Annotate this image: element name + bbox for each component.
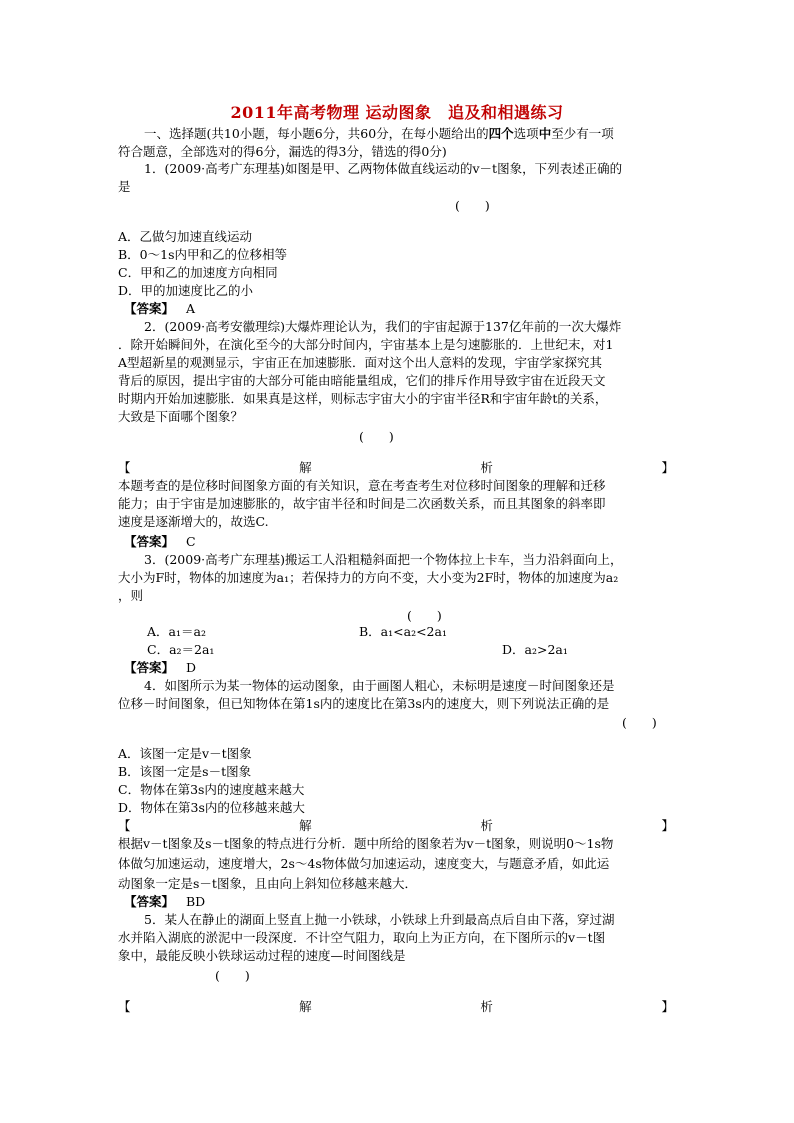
q2-analysis-line3: 速度是逐渐增大的，故选C. <box>118 514 269 529</box>
q1-stem-line2: 是 <box>118 179 131 194</box>
q5-stem-line1: 5．某人在静止的湖面上竖直上抛一小铁球，小铁球上升到最高点后自由下落，穿过湖 <box>144 912 615 927</box>
q3-option-a: A．a₁＝a₂ <box>147 624 206 639</box>
q4-option-d: D．物体在第3s内的位移越来越大 <box>118 800 305 815</box>
q2-stem-line4: 背后的原因，提出宇宙的大部分可能由暗能量组成，它们的排斥作用导致宇宙在近段天文 <box>118 373 606 388</box>
q5-stem-line2: 水并陷入湖底的淤泥中一段深度．不计空气阻力，取向上为正方向，在下图所示的v－t图 <box>118 930 606 945</box>
page-title: 2011年高考物理 运动图象 追及和相遇练习 <box>230 103 564 122</box>
q4-stem-line1: 4．如图所示为某一物体的运动图象，由于画图人粗心，未标明是速度－时间图象还是 <box>144 678 615 693</box>
q1-answer: 【答案】 A <box>124 301 195 316</box>
q1-answer-blank: ( ) <box>455 198 490 213</box>
q1-stem-line1: 1．(2009·高考广东理基)如图是甲、乙两物体做直线运动的v－t图象，下列表述正确的 <box>144 161 623 176</box>
q1-option-c: C．甲和乙的加速度方向相同 <box>118 265 278 280</box>
q3-option-b: B．a₁<a₂<2a₁ <box>359 624 447 639</box>
q2-stem-line6: 大致是下面哪个图象？ <box>118 409 244 424</box>
q3-stem-line2: 大小为F时，物体的加速度为a₁；若保持力的方向不变，大小变为2F时，物体的加速度为a₂ <box>118 570 619 585</box>
q3-answer-blank: ( ) <box>407 608 442 623</box>
q4-analysis-line2: 体做匀加速运动，速度增大，2s～4s物体做匀加速运动，速度变大，与题意矛盾，如此运 <box>118 856 610 871</box>
q4-analysis-heading: 【 解 析 】 <box>118 818 674 833</box>
section-instructions-line2: 符合题意，全部选对的得6分，漏选的得3分，错选的得0分) <box>118 144 447 159</box>
q2-analysis-line1: 本题考查的是位移时间图象方面的有关知识，意在考查考生对位移时间图象的理解和迁移 <box>118 478 606 493</box>
q2-stem-line3: A型超新星的观测显示，宇宙正在加速膨胀．面对这个出人意料的发现，宇宙学家探究其 <box>118 355 603 370</box>
section-instructions-line1: 一、选择题(共10小题，每小题6分，共60分，在每小题给出的四个选项中至少有一项 <box>144 126 614 141</box>
q5-analysis-heading: 【 解 析 】 <box>118 999 674 1014</box>
q1-option-a: A．乙做匀加速直线运动 <box>118 229 253 244</box>
q5-stem-line3: 象中，最能反映小铁球运动过程的速度—时间图线是 <box>118 948 406 963</box>
q4-analysis-line1: 根据v－t图象及s－t图象的特点进行分析．题中所给的图象若为v－t图象，则说明0～1s物 <box>118 836 614 851</box>
q4-option-b: B．该图一定是s－t图象 <box>118 764 252 779</box>
q3-stem-line3: ，则 <box>118 588 144 603</box>
q4-analysis-line3: 动图象一定是s－t图象，且由向上斜知位移越来越大． <box>118 876 417 891</box>
q2-analysis-line2: 能力；由于宇宙是加速膨胀的，故宇宙半径和时间是二次函数关系，而且其图象的斜率即 <box>118 496 606 511</box>
q3-option-c: C．a₂＝2a₁ <box>147 642 215 657</box>
q3-option-d: D．a₂>2a₁ <box>502 642 568 657</box>
q4-answer-blank: ( ) <box>622 715 657 730</box>
q2-stem-line2: ．除开始瞬间外，在演化至今的大部分时间内，宇宙基本上是匀速膨胀的．上世纪末，对1 <box>118 337 614 352</box>
q1-option-d: D．甲的加速度比乙的小 <box>118 283 254 298</box>
q3-stem-line1: 3．(2009·高考广东理基)搬运工人沿粗糙斜面把一个物体拉上卡车，当力沿斜面向上， <box>144 552 623 567</box>
q4-option-c: C．物体在第3s内的速度越来越大 <box>118 782 305 797</box>
q3-answer: 【答案】 D <box>124 660 196 675</box>
q2-answer: 【答案】 C <box>124 534 196 549</box>
q4-answer: 【答案】 BD <box>124 894 206 909</box>
q1-option-b: B．0～1s内甲和乙的位移相等 <box>118 247 288 262</box>
q2-analysis-heading: 【 解 析 】 <box>118 460 674 475</box>
q5-answer-blank: ( ) <box>215 968 250 983</box>
q2-answer-blank: ( ) <box>359 429 394 444</box>
q4-stem-line2: 位移－时间图象，但已知物体在第1s内的速度比在第3s内的速度大，则下列说法正确的是 <box>118 696 610 711</box>
q2-stem-line1: 2．(2009·高考安徽理综)大爆炸理论认为，我们的宇宙起源于137亿年前的一次大爆炸 <box>144 319 622 334</box>
q2-stem-line5: 时期内开始加速膨胀．如果真是这样，则标志宇宙大小的宇宙半径R和宇宙年龄t的关系， <box>118 391 608 406</box>
q4-option-a: A．该图一定是v－t图象 <box>118 746 252 761</box>
